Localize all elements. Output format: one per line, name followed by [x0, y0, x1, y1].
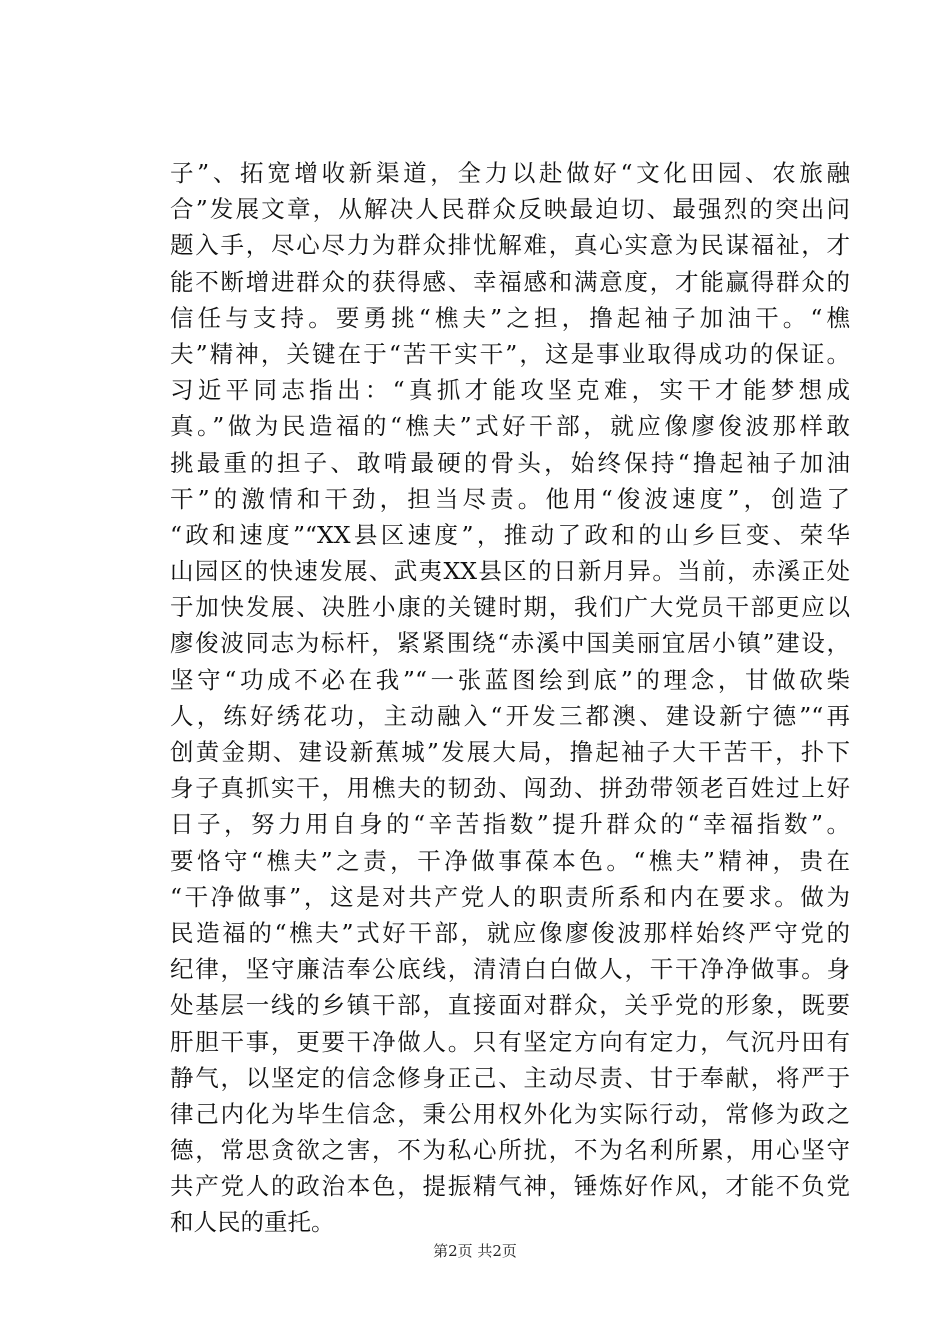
- body-text-line: 夫”精神，关键在于“苦干实干”，这是事业取得成功的保证。: [170, 339, 850, 368]
- body-text-line: 干”的激情和干劲，担当尽责。他用“俊波速度”，创造了: [170, 484, 850, 513]
- body-text-line: 合”发展文章，从解决人民群众反映最迫切、最强烈的突出问: [170, 195, 850, 224]
- body-text-line: 廖俊波同志为标杆，紧紧围绕“赤溪中国美丽宜居小镇”建设，: [170, 629, 850, 658]
- body-text-line: 静气，以坚定的信念修身正己、主动尽责、甘于奉献，将严于: [170, 1063, 850, 1092]
- body-text-line: 纪律，坚守廉洁奉公底线，清清白白做人，干干净净做事。身: [170, 955, 850, 984]
- body-text-line: 民造福的“樵夫”式好干部，就应像廖俊波那样始终严守党的: [170, 918, 850, 947]
- body-text-line: 子”、拓宽增收新渠道，全力以赴做好“文化田园、农旅融: [170, 159, 850, 187]
- body-text-line: 能不断增进群众的获得感、幸福感和满意度，才能赢得群众的: [170, 267, 850, 296]
- body-text-line: 题入手，尽心尽力为群众排忧解难，真心实意为民谋福祉，才: [170, 231, 850, 260]
- body-text-line: 日子，努力用自身的“辛苦指数”提升群众的“幸福指数”。: [170, 810, 850, 839]
- body-text: [170, 155, 850, 1241]
- body-text-line: 习近平同志指出：“真抓才能攻坚克难，实干才能梦想成: [170, 376, 850, 405]
- body-text-line: “政和速度”“XX县区速度”，推动了政和的山乡巨变、荣华: [170, 520, 850, 549]
- body-text-line: 坚守“功成不必在我”“一张蓝图绘到底”的理念，甘做砍柴: [170, 665, 850, 694]
- body-text-line: 德，常思贪欲之害，不为私心所扰，不为名利所累，用心坚守: [170, 1136, 850, 1165]
- body-text-line: 处基层一线的乡镇干部，直接面对群众，关乎党的形象，既要: [170, 991, 850, 1020]
- body-text-line: 挑最重的担子、敢啃最硬的骨头，始终保持“撸起袖子加油: [170, 448, 850, 477]
- body-text-line: 信任与支持。要勇挑“樵夫”之担，撸起袖子加油干。“樵: [170, 303, 850, 332]
- body-text-line: 于加快发展、决胜小康的关键时期，我们广大党员干部更应以: [170, 593, 850, 622]
- page-footer: 第2页 共2页: [433, 1242, 517, 1260]
- body-text-line: 律己内化为毕生信念，秉公用权外化为实际行动，常修为政之: [170, 1099, 850, 1128]
- body-text-line: 山园区的快速发展、武夷XX县区的日新月异。当前，赤溪正处: [170, 557, 850, 586]
- body-text-line: 肝胆干事，更要干净做人。只有坚定方向有定力，气沉丹田有: [170, 1027, 850, 1056]
- body-text-line: 要恪守“樵夫”之责，干净做事葆本色。“樵夫”精神，贵在: [170, 846, 850, 875]
- body-text-line: 和人民的重托。: [170, 1208, 335, 1237]
- body-text-line: 共产党人的政治本色，提振精气神，锤炼好作风，才能不负党: [170, 1172, 850, 1201]
- body-text-line: 人，练好绣花功，主动融入“开发三都澳、建设新宁德”“再: [170, 701, 850, 730]
- body-text-line: 创黄金期、建设新蕉城”发展大局，撸起袖子大干苦干，扑下: [170, 738, 850, 766]
- body-text-line: “干净做事”，这是对共产党人的职责所系和内在要求。做为: [170, 882, 850, 911]
- body-text-line: 真。”做为民造福的“樵夫”式好干部，就应像廖俊波那样敢: [170, 412, 850, 441]
- body-text-line: 身子真抓实干，用樵夫的韧劲、闯劲、拼劲带领老百姓过上好: [170, 774, 850, 803]
